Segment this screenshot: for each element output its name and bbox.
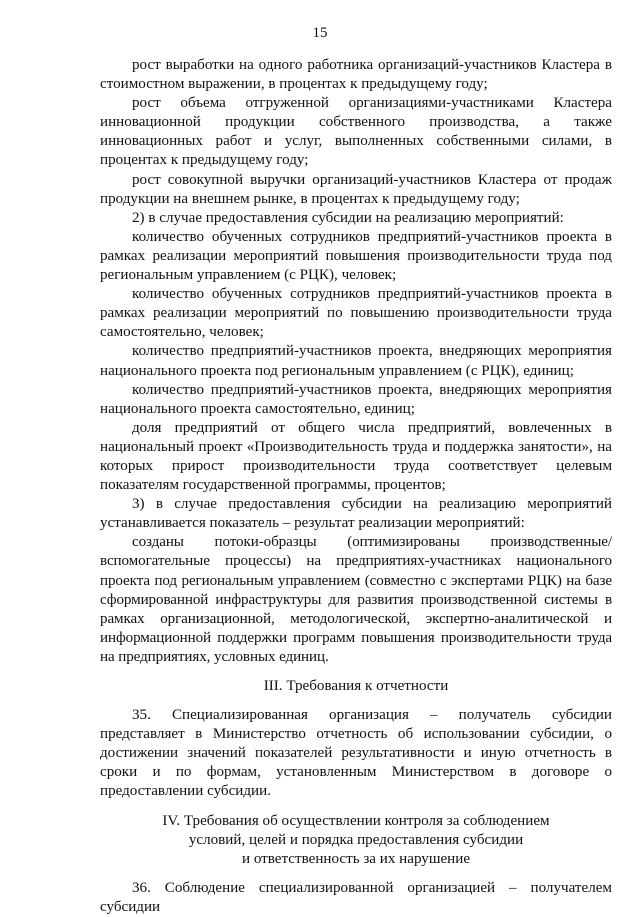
- section-4-title-line-3: и ответственность за их нарушение: [241, 850, 471, 867]
- clause-2-item-trained-independent: количество обученных сотрудников предприятий-участников проекта в рамках реализации мероприятий по повышению производительности труда самостоятельно, человек;: [100, 286, 612, 341]
- section-4-title-line-2: условий, целей и порядка предоставления субсидии: [188, 831, 524, 848]
- section-3-title: III. Требования к отчетности: [263, 678, 449, 694]
- indicator-innovative-products: рост объема отгруженной организациями-участниками Кластера инновационной продукции собственного производства, а также инновационных работ и услуг, выполненных собственными силами, в процентах к предыдущему году;: [100, 95, 612, 169]
- clause-2-item-trained-regional: количество обученных сотрудников предприятий-участников проекта в рамках реализации мероприятий повышения производительности труда под региональным управлением (с РЦК), человек;: [100, 228, 612, 284]
- indicator-export-revenue: рост совокупной выручки организаций-участников Кластера от продаж продукции на внешнем рынке, в процентах к предыдущему году;: [100, 171, 612, 207]
- indicator-output-per-worker: рост выработки на одного работника организаций-участников Кластера в стоимостном выражении, в процентах к предыдущему году;: [100, 57, 612, 93]
- clause-2-item-productivity-share: доля предприятий от общего числа предприятий, вовлеченных в национальный проект «Производительность труда и поддержка занятости», на которых прирост производительности труда соответствует целевым показателям государственной программы, процентов;: [100, 419, 612, 494]
- page-body: [100, 56, 612, 917]
- clause-3-intro: 3) в случае предоставления субсидии на реализацию мероприятий устанавливается показатель – результат реализации мероприятий:: [100, 496, 612, 532]
- clause-2-item-enterprises-regional: количество предприятий-участников проекта, внедряющих мероприятия национального проекта под региональным управлением (с РЦК), единиц;: [100, 343, 612, 379]
- paragraph-35: 35. Специализированная организация – получатель субсидии представляет в Министерство отчетность об использовании субсидии, о достижении значений показателей результативности и иную отчетность в сроки и по формам, установленным Министерством в договоре о предоставлении субсидии.: [100, 707, 612, 800]
- clause-2-item-enterprises-independent: количество предприятий-участников проекта, внедряющих мероприятия национального проекта самостоятельно, единиц;: [100, 381, 612, 417]
- section-4-title-line-1: IV. Требования об осуществлении контроля за соблюдением: [162, 812, 550, 829]
- section-4-title: [100, 812, 612, 869]
- clause-2-intro: 2) в случае предоставления субсидии на реализацию мероприятий:: [132, 209, 564, 226]
- clause-3-item-model-streams: созданы потоки-образцы (оптимизированы производственные/ вспомогательные процессы) на предприятиях-участниках национального проекта под региональным управлением (совместно с экспертами РЦК) на базе сформированной инфраструктуры для развития производственной системы в рамках организационной, методологической, экспертно-аналитической и информационной поддержки программ повышения производительности труда на предприятиях, условных единиц.: [100, 534, 612, 665]
- page-number: 15: [312, 25, 328, 41]
- paragraph-36-start: 36. Соблюдение специализированной организацией – получателем субсидии: [100, 879, 612, 915]
